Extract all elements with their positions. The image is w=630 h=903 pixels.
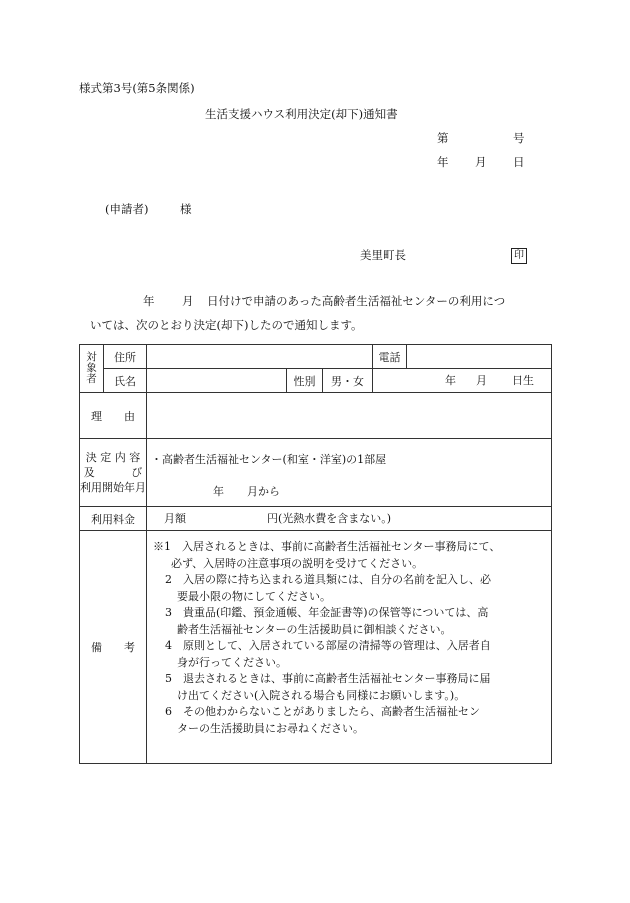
reason-label: 理 由 xyxy=(80,393,147,439)
fee-value[interactable]: 月額 円(光熱水費を含まない。) xyxy=(147,507,552,531)
name-value[interactable] xyxy=(147,369,287,393)
body-month: 月 xyxy=(182,294,194,308)
document-title: 生活支援ハウス利用決定(却下)通知書 xyxy=(205,107,398,121)
note-2: 2 入居の際に持ち込まれる道具類には、自分の名前を記入し、必 要最小限の物にしてください。 xyxy=(165,573,491,603)
seal-mark: 印 xyxy=(511,248,527,264)
issuer-name: 美里町長 xyxy=(360,248,406,262)
note-6: 6 その他わからないことがありましたら、高齢者生活福祉セン ターの生活援助員にお尋ねください。 xyxy=(165,705,480,735)
note-3: 3 貴重品(印鑑、預金通帳、年金証書等)の保管等については、高 齢者生活福祉センターの生活援助員に御相談ください。 xyxy=(165,606,489,636)
number-prefix: 第 xyxy=(437,131,449,145)
info-table xyxy=(79,344,552,764)
number-suffix: 号 xyxy=(513,131,525,145)
form-label: 様式第3号(第5条関係) xyxy=(79,81,195,95)
address-value[interactable] xyxy=(147,345,373,369)
phone-value[interactable] xyxy=(407,345,552,369)
applicant-label: (申請者) xyxy=(105,202,149,216)
body-year: 年 xyxy=(143,294,155,308)
applicant-honorific: 様 xyxy=(180,202,192,216)
date-day: 日 xyxy=(513,155,525,169)
body-line1: 日付けで申請のあった高齢者生活福祉センターの利用につ xyxy=(207,294,506,308)
address-label: 住所 xyxy=(104,345,147,369)
note-4: 4 原則として、入居されている部屋の清掃等の管理は、入居者自 身が行ってください。 xyxy=(165,639,491,669)
fee-label: 利用料金 xyxy=(80,507,147,531)
note-5: 5 退去されるときは、事前に高齢者生活福祉センター事務局に届 け出てください(入院される場合も同様にお願いします。)。 xyxy=(165,672,491,702)
phone-label: 電話 xyxy=(373,345,407,369)
reason-value[interactable] xyxy=(147,393,552,439)
date-year: 年 xyxy=(437,155,449,169)
name-label: 氏名 xyxy=(104,369,147,393)
gender-value[interactable]: 男・女 xyxy=(323,369,373,393)
body-line2: いては、次のとおり決定(却下)したので通知します。 xyxy=(90,318,363,332)
birth-date[interactable]: 年 月 日生 xyxy=(373,369,552,393)
remarks-label: 備 考 xyxy=(80,531,147,764)
decision-content[interactable]: ・高齢者生活福祉センター(和室・洋室)の1部屋 年 月から xyxy=(147,439,552,507)
remarks-notes xyxy=(147,531,552,764)
subject-label: 対 象 者 xyxy=(80,345,104,393)
decision-label: 決 定 内 容 及 び 利用開始年月 xyxy=(80,439,147,507)
date-month: 月 xyxy=(475,155,487,169)
note-1: ※1 入居されるときは、事前に高齢者生活福祉センター事務局にて、 必ず、入居時の注意事項の説明を受けてください。 xyxy=(153,540,501,570)
gender-label: 性別 xyxy=(287,369,323,393)
